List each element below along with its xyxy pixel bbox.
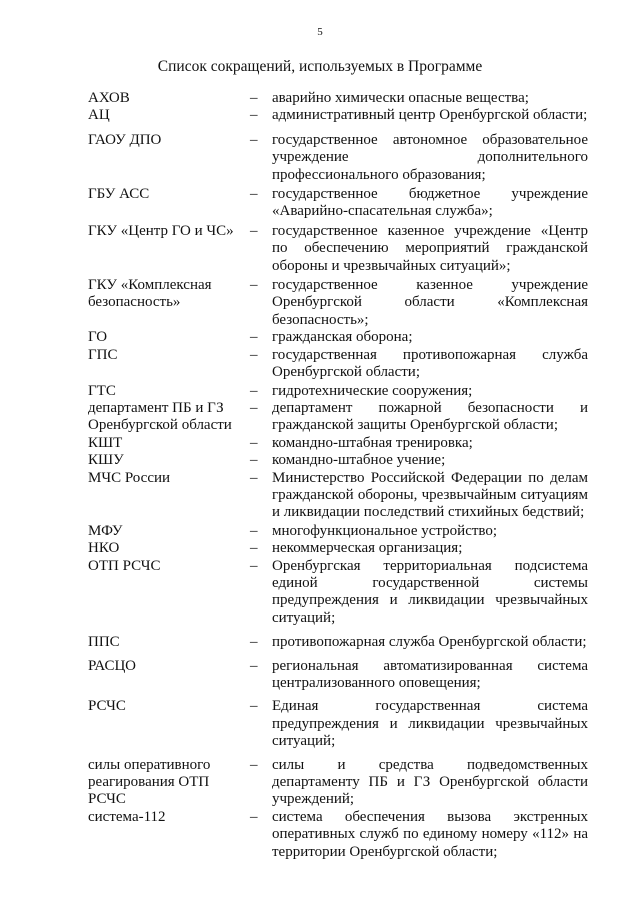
abbreviation: ГБУ АСС	[88, 186, 150, 203]
abbreviation-list	[88, 90, 588, 861]
definition: противопожарная служба Оренбургской области;	[272, 634, 587, 651]
abbreviation: МФУ	[88, 522, 123, 539]
definition: административный центр Оренбургской области;	[272, 107, 588, 124]
list-item	[88, 383, 588, 400]
abbreviation: ГАОУ ДПО	[88, 131, 162, 148]
list-item	[88, 634, 588, 651]
definition: гражданская оборона;	[272, 329, 413, 346]
abbreviation: департамент ПБ и ГЗ Оренбургской области	[88, 399, 232, 434]
dash: –	[250, 452, 258, 469]
definition: Министерство Российской Федерации по делам гражданской обороны, чрезвычайным ситуациям и ликвидации последствий стихийных бедствий;	[272, 469, 588, 521]
list-item	[88, 523, 588, 540]
abbreviation: ГО	[88, 329, 108, 346]
dash: –	[250, 540, 258, 557]
dash: –	[250, 399, 258, 416]
definition: аварийно химически опасные вещества;	[272, 90, 529, 106]
definition: гидротехнические сооружения;	[272, 382, 473, 399]
definition: государственная противопожарная служба Оренбургской области;	[272, 346, 588, 381]
abbreviation: ППС	[88, 634, 120, 651]
definition: государственное автономное образовательное учреждение дополнительного профессионального образования;	[272, 131, 588, 183]
list-item	[88, 558, 588, 628]
dash: –	[250, 808, 258, 825]
list-item	[88, 658, 588, 693]
list-item	[88, 757, 588, 809]
definition: силы и средства подведомственных департаменту ПБ и ГЗ Оренбургской области учреждений;	[272, 756, 588, 808]
dash: –	[250, 698, 258, 715]
dash: –	[250, 131, 258, 148]
list-item	[88, 540, 588, 557]
list-item	[88, 90, 588, 107]
list-item	[88, 809, 588, 861]
definition: государственное казенное учреждение «Центр по обеспечению мероприятий гражданской обороны и чрезвычайных ситуаций»;	[272, 222, 588, 274]
dash: –	[250, 469, 258, 486]
abbreviation: РАСЦО	[88, 657, 136, 674]
dash: –	[250, 277, 258, 294]
dash: –	[250, 522, 258, 539]
list-item	[88, 107, 588, 124]
dash: –	[250, 329, 258, 346]
abbreviation: ГПС	[88, 346, 118, 363]
abbreviation: ОТП РСЧС	[88, 557, 161, 574]
list-item	[88, 223, 588, 275]
dash: –	[250, 346, 258, 363]
abbreviation: НКО	[88, 540, 120, 557]
page-title: Список сокращений, используемых в Программе	[157, 58, 483, 75]
abbreviation: КШУ	[88, 452, 124, 469]
definition: государственное бюджетное учреждение «Аварийно-спасательная служба»;	[272, 186, 588, 220]
page-number: 5	[317, 26, 323, 38]
dash: –	[250, 657, 258, 674]
dash: –	[250, 382, 258, 399]
list-item	[88, 277, 588, 329]
definition: Единая государственная система предупреждения и ликвидации чрезвычайных ситуаций;	[272, 698, 588, 750]
list-item	[88, 470, 588, 522]
dash: –	[250, 557, 258, 574]
abbreviation: ГТС	[88, 382, 116, 399]
definition: командно-штабное учение;	[272, 452, 446, 469]
definition: государственное казенное учреждение Оренбургской области «Комплексная безопасность»;	[272, 277, 588, 328]
list-item	[88, 347, 588, 382]
dash: –	[250, 90, 258, 106]
dash: –	[250, 756, 258, 773]
abbreviation: АХОВ	[88, 90, 130, 106]
definition: департамент пожарной безопасности и гражданской защиты Оренбургской области;	[272, 399, 588, 434]
list-item	[88, 698, 588, 750]
definition: многофункциональное устройство;	[272, 522, 498, 539]
abbreviation: МЧС России	[88, 469, 171, 486]
abbreviation: ГКУ «Центр ГО и ЧС»	[88, 222, 234, 239]
list-item	[88, 452, 588, 469]
dash: –	[250, 222, 258, 239]
definition: некоммерческая организация;	[272, 540, 463, 557]
dash: –	[250, 186, 258, 203]
dash: –	[250, 634, 258, 651]
abbreviation: РСЧС	[88, 698, 126, 715]
list-item	[88, 435, 588, 452]
abbreviation: силы оперативного реагирования ОТП РСЧС	[88, 756, 211, 808]
abbreviation: АЦ	[88, 107, 110, 124]
dash: –	[250, 434, 258, 451]
definition: командно-штабная тренировка;	[272, 434, 473, 451]
list-item	[88, 400, 588, 435]
list-item	[88, 132, 588, 184]
list-item	[88, 329, 588, 346]
definition: региональная автоматизированная система централизованного оповещения;	[272, 657, 588, 691]
abbreviation: КШТ	[88, 434, 123, 451]
abbreviation: ГКУ «Комплексная безопасность»	[88, 277, 212, 311]
list-item	[88, 186, 588, 221]
abbreviation: система-112	[88, 808, 166, 825]
definition: Оренбургская территориальная подсистема единой государственной системы предупреждения и ликвидации чрезвычайных ситуаций;	[272, 557, 588, 626]
definition: система обеспечения вызова экстренных оперативных служб по единому номеру «112» на территории Оренбургской области;	[272, 808, 588, 860]
dash: –	[250, 107, 258, 124]
